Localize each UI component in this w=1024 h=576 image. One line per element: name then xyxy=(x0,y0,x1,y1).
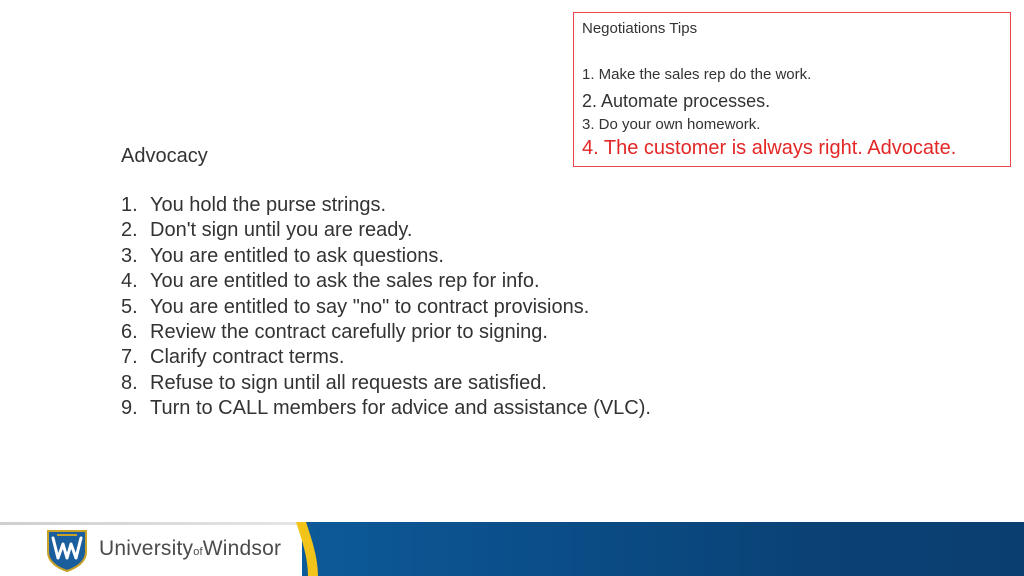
list-item-text: You are entitled to ask the sales rep for info. xyxy=(150,270,540,293)
tips-title: Negotiations Tips xyxy=(582,20,698,37)
footer-gold-stripe xyxy=(296,522,318,576)
slide-footer xyxy=(0,522,1024,576)
list-item-number: 7. xyxy=(121,346,138,369)
list-item-number: 1. xyxy=(121,194,138,216)
list-item xyxy=(121,320,761,345)
list-item-number: 5. xyxy=(121,295,138,318)
tip-item: 1. Make the sales rep do the work. xyxy=(582,66,812,83)
wordmark-of: of xyxy=(193,545,203,558)
list-item-text: You are entitled to ask questions. xyxy=(150,244,444,267)
university-wordmark xyxy=(99,537,281,564)
list-item-text: Don't sign until you are ready. xyxy=(150,219,413,242)
advocacy-section xyxy=(121,143,761,422)
list-item xyxy=(121,193,761,218)
advocacy-list xyxy=(121,193,761,422)
wordmark-windsor: Windsor xyxy=(202,536,282,560)
advocacy-title: Advocacy xyxy=(121,145,208,167)
university-shield-icon xyxy=(44,528,90,572)
list-item xyxy=(121,396,761,421)
tip-item: 3. Do your own homework. xyxy=(582,116,761,133)
list-item-text: Review the contract carefully prior to signing. xyxy=(150,321,548,344)
list-item xyxy=(121,244,761,269)
list-item-number: 8. xyxy=(121,371,138,394)
list-item xyxy=(121,295,761,320)
tip-item-highlight: 4. The customer is always right. Advocate. xyxy=(582,137,957,159)
list-item-text: Turn to CALL members for advice and assistance (VLC). xyxy=(150,397,651,420)
list-item-number: 4. xyxy=(121,270,138,293)
list-item xyxy=(121,345,761,370)
tip-item: 2. Automate processes. xyxy=(582,91,771,111)
list-item-number: 9. xyxy=(121,397,138,420)
list-item xyxy=(121,371,761,396)
university-logo xyxy=(44,528,281,572)
list-item-text: You hold the purse strings. xyxy=(150,194,387,216)
list-item xyxy=(121,269,761,294)
list-item-number: 6. xyxy=(121,321,138,344)
list-item xyxy=(121,218,761,243)
list-item-text: Refuse to sign until all requests are satisfied. xyxy=(150,371,547,394)
footer-blue-band xyxy=(302,522,1024,576)
list-item-text: You are entitled to say "no" to contract provisions. xyxy=(150,295,590,318)
list-item-number: 3. xyxy=(121,244,138,267)
wordmark-university: University xyxy=(99,536,194,560)
list-item-text: Clarify contract terms. xyxy=(150,346,345,369)
list-item-number: 2. xyxy=(121,219,138,242)
